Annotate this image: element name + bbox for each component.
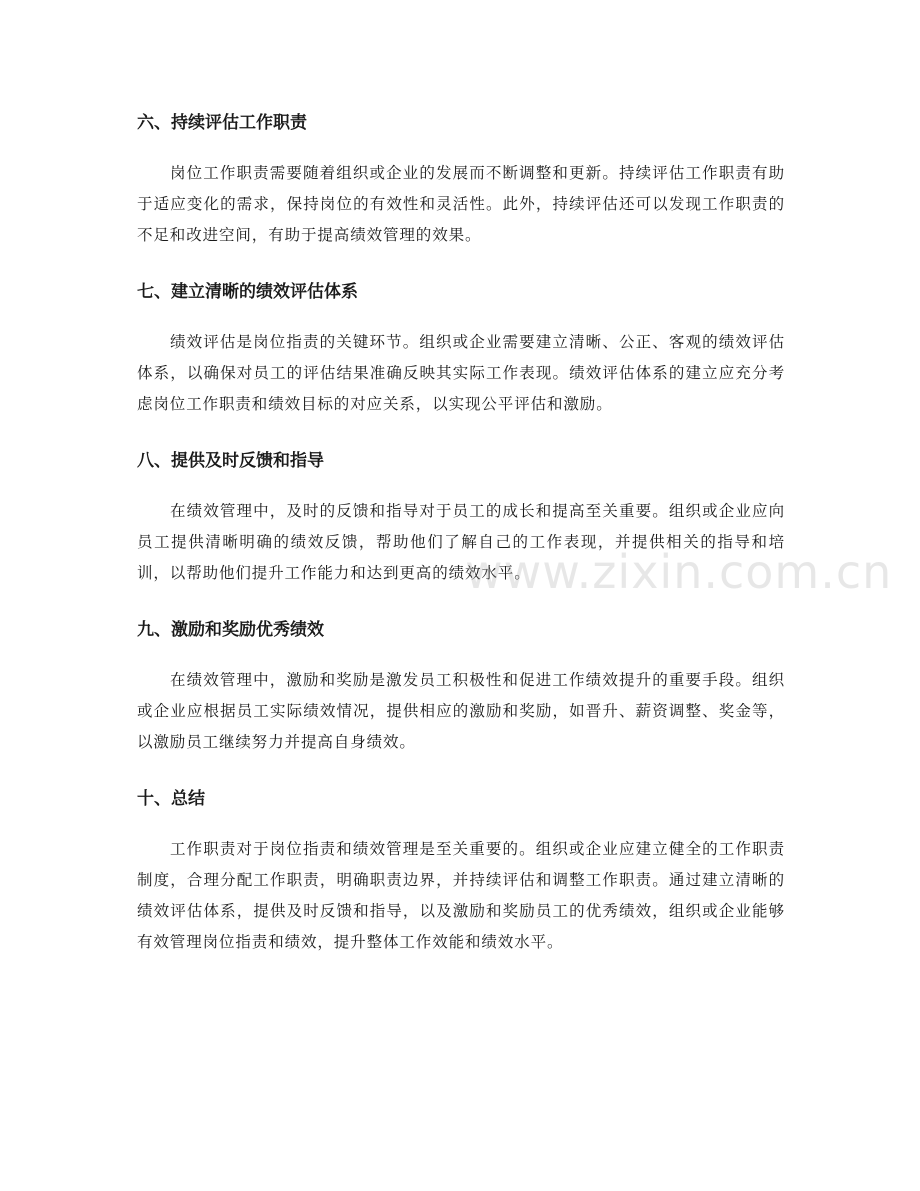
- section-paragraph: 在绩效管理中，及时的反馈和指导对于员工的成长和提高至关重要。组织或企业应向员工提供清晰明确的绩效反馈，帮助他们了解自己的工作表现，并提供相关的指导和培训，以帮助他们提升工作能力和达到更高的绩效水平。: [137, 502, 785, 582]
- section-paragraph: 岗位工作职责需要随着组织或企业的发展而不断调整和更新。持续评估工作职责有助于适应变化的需求，保持岗位的有效性和灵活性。此外，持续评估还可以发现工作职责的不足和改进空间，有助于提高绩效管理的效果。: [137, 164, 785, 244]
- section-6: [137, 107, 785, 251]
- section-heading: 六、持续评估工作职责: [137, 113, 307, 133]
- section-heading: 八、提供及时反馈和指导: [137, 451, 324, 471]
- section-10: [137, 783, 785, 958]
- watermark: www.zixin.com.cn: [465, 545, 893, 599]
- section-9: [137, 614, 785, 758]
- section-heading: 九、激励和奖励优秀绩效: [137, 620, 324, 640]
- section-7: [137, 276, 785, 420]
- section-paragraph: 绩效评估是岗位指责的关键环节。组织或企业需要建立清晰、公正、客观的绩效评估体系，以确保对员工的评估结果准确反映其实际工作表现。绩效评估体系的建立应充分考虑岗位工作职责和绩效目标的对应关系，以实现公平评估和激励。: [137, 333, 785, 413]
- section-paragraph: 在绩效管理中，激励和奖励是激发员工积极性和促进工作绩效提升的重要手段。组织或企业应根据员工实际绩效情况，提供相应的激励和奖励，如晋升、薪资调整、奖金等，以激励员工继续努力并提高自身绩效。: [137, 671, 785, 751]
- section-heading: 十、总结: [137, 789, 205, 809]
- section-heading: 七、建立清晰的绩效评估体系: [137, 282, 358, 302]
- section-paragraph: 工作职责对于岗位指责和绩效管理是至关重要的。组织或企业应建立健全的工作职责制度，合理分配工作职责，明确职责边界，并持续评估和调整工作职责。通过建立清晰的绩效评估体系，提供及时反馈和指导，以及激励和奖励员工的优秀绩效，组织或企业能够有效管理岗位指责和绩效，提升整体工作效能和绩效水平。: [137, 840, 785, 951]
